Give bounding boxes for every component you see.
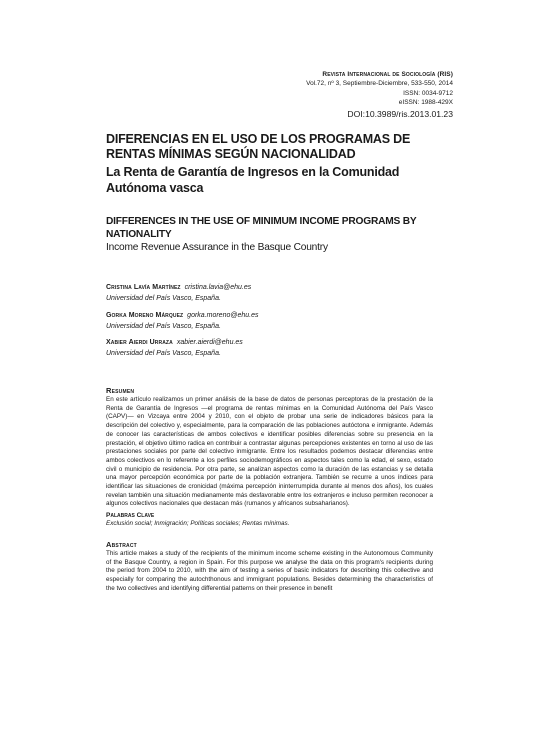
title-english-line-1: DIFFERENCES IN THE USE OF MINIMUM INCOME PROGRAMS BY [106, 216, 417, 227]
resumen-text: En este artículo realizamos un primer análisis de la base de datos de personas perceptoras de la prestación de la Renta de Garantía de Ingresos —el programa de rentas mínimas en la Comunidad Autónoma del País Vasco (CAPV)— en Vizcaya entre 2004 y 2010, con el objeto de probar una serie de indicadores básicos para la descripción del colectivo y, especialmente, para la comparación de las poblaciones autóctona e inmigrante. Además de conocer las características de ambos colectivos e identificar posibles diferencias sobre su presencia en la prestación, el objetivo último radica en contribuir a contrastar algunas percepciones existentes en torno al uso de las prestaciones sociales por parte del colectivo inmigrante. Entre los resultados podemos destacar diferencias entre ambos colectivos en lo referente a los perfiles sociodemográficos en aspectos tales como la edad, el sexo, estado civil o municipio de residencia. Por otra parte, se analizan aspectos como la duración de las estancias y se detalla una mayor percepción económica por parte de la población extranjera. También se recurre a unos índices para identificar las situaciones de cronicidad (máxima percepción ininterrumpida durante al menos dos años), los cuales revelan también una situación medianamente más desfavorable entre los extranjeros e incluso permiten reconocer a algunos colectivos nacionales que destacan más (rumanos y africanos subsaharianos). [106, 396, 433, 508]
author-affiliation: Universidad del País Vasco, España. [106, 295, 221, 302]
author-list [106, 284, 466, 367]
article-body [106, 386, 433, 593]
author-entry [106, 312, 466, 332]
author-affiliation: Universidad del País Vasco, España. [106, 350, 221, 357]
article-titles [106, 132, 466, 254]
subtitle-spanish-line-1: La Renta de Garantía de Ingresos en la Comunidad [106, 165, 400, 179]
keywords-heading: Palabras Clave [106, 512, 155, 520]
resumen-heading: Resumen [106, 386, 135, 395]
author-entry [106, 284, 466, 304]
author-entry [106, 339, 466, 359]
title-spanish-line-2: RENTAS MÍNIMAS SEGÚN NACIONALIDAD [106, 147, 356, 161]
abstract-text: This article makes a study of the recipients of the minimum income scheme existing in the Autonomous Community of the Basque Country, a region in Spain. For this purpose we analyse the data on this program's recipients during the period from 2004 to 2010, with the aim of testing a series of basic indicators for describing this collective and especially for comparing the autochthonous and immigrant populations. Besides determining the characteristics of the two collectives and identifying differential patterns on their presence in benefit [106, 549, 433, 592]
subtitle-spanish-line-2: Autónoma vasca [106, 180, 204, 195]
journal-eissn: eISSN: 1988-429X [398, 99, 453, 107]
subtitle-english: Income Revenue Assurance in the Basque Country [106, 242, 328, 253]
title-english-line-2: NATIONALITY [106, 229, 172, 240]
journal-doi: DOI:10.3989/ris.2013.01.23 [347, 108, 453, 119]
journal-issn: ISSN: 0034-9712 [403, 89, 453, 97]
title-spanish-line-1: DIFERENCIAS EN EL USO DE LOS PROGRAMAS DE [106, 132, 411, 146]
author-name: Cristina Lavía Martínez [106, 284, 181, 291]
author-email[interactable]: xabier.aierdi@ehu.es [176, 339, 243, 346]
author-name: Gorka Moreno Márquez [106, 311, 184, 319]
author-email[interactable]: cristina.lavia@ehu.es [184, 284, 252, 291]
title-spanish [106, 132, 466, 162]
author-name: Xabier Aierdi Urraza [106, 339, 173, 346]
journal-issue: Vol.72, nº 3, Septiembre-Diciembre, 533-550, 2014 [306, 80, 453, 88]
journal-name: Revista Internacional de Sociología (RIS) [322, 71, 453, 78]
author-affiliation: Universidad del País Vasco, España. [106, 322, 221, 330]
author-email[interactable]: gorka.moreno@ehu.es [187, 311, 259, 319]
abstract-heading: Abstract [106, 539, 137, 549]
keywords-text: Exclusión social; Inmigración; Políticas sociales; Rentas mínimas. [106, 520, 290, 528]
title-english [106, 215, 466, 241]
journal-header [133, 70, 453, 119]
subtitle-spanish [106, 165, 466, 196]
